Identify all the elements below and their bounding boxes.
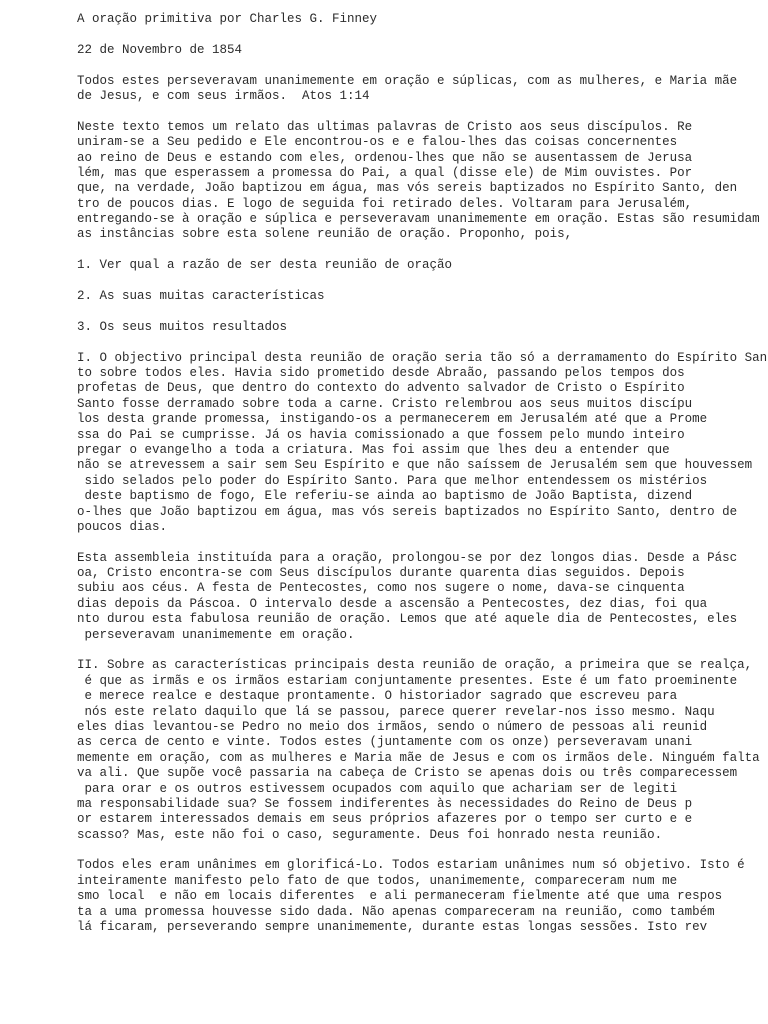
text-line: lém, mas que esperassem a promessa do Pai, a qual (disse ele) de Mim ouvistes. Por xyxy=(77,165,693,180)
paragraph xyxy=(77,351,768,536)
spacer xyxy=(77,643,768,658)
text-line: lá ficaram, perseverando sempre unanimemente, durante estas longas sessões. Isto rev xyxy=(77,920,708,935)
text-line: e merece realce e destaque prontamente. O historiador sagrado que escreveu para xyxy=(77,689,678,704)
spacer xyxy=(77,274,768,289)
spacer xyxy=(77,535,768,550)
text-line: 1. Ver qual a razão de ser desta reunião de oração xyxy=(77,258,453,273)
text-line: 2. As suas muitas características xyxy=(77,289,325,304)
text-line: smo local e não em locais diferentes e ali permaneceram fielmente até que uma respos xyxy=(77,889,723,904)
text-line: ta a uma promessa houvesse sido dada. Não apenas compareceram na reunião, como também xyxy=(77,904,715,919)
text-line: uniram-se a Seu pedido e Ele encontrou-os e e falou-lhes das coisas concernentes xyxy=(77,135,678,150)
text-line: dias depois da Páscoa. O intervalo desde a ascensão a Pentecostes, dez dias, foi qua xyxy=(77,596,708,611)
text-line: perseveravam unanimemente em oração. xyxy=(77,627,355,642)
text-line: deste baptismo de fogo, Ele referiu-se ainda ao baptismo de João Baptista, dizend xyxy=(77,489,693,504)
text-line: entregando-se à oração e súplica e perseveravam unanimemente em oração. Estas são resumidam xyxy=(77,212,760,227)
text-line: eles dias levantou-se Pedro no meio dos irmãos, sendo o número de pessoas ali reunid xyxy=(77,719,708,734)
document-page xyxy=(77,12,768,935)
text-line: Neste texto temos um relato das ultimas palavras de Cristo aos seus discípulos. Re xyxy=(77,119,693,134)
paragraph xyxy=(77,320,768,335)
text-line: tro de poucos dias. E logo de seguida foi retirado deles. Voltaram para Jerusalém, xyxy=(77,196,693,211)
text-line: ssa do Pai se cumprisse. Já os havia comissionado a que fossem pelo mundo inteiro xyxy=(77,427,685,442)
text-line: ma responsabilidade sua? Se fossem indiferentes às necessidades do Reino de Deus p xyxy=(77,796,693,811)
text-line: nto durou esta fabulosa reunião de oração. Lemos que até aquele dia de Pentecostes, eles xyxy=(77,612,738,627)
text-line: é que as irmãs e os irmãos estariam conjuntamente presentes. Este é um fato proeminente xyxy=(77,673,738,688)
text-line: va ali. Que supõe você passaria na cabeça de Cristo se apenas dois ou três comparecessem xyxy=(77,766,738,781)
text-line: II. Sobre as características principais desta reunião de oração, a primeira que se realça, xyxy=(77,658,753,673)
spacer xyxy=(77,335,768,350)
text-line: poucos dias. xyxy=(77,519,168,534)
text-line: que, na verdade, João baptizou em água, mas vós sereis baptizados no Espírito Santo, den xyxy=(77,181,738,196)
paragraph xyxy=(77,858,768,935)
spacer xyxy=(77,843,768,858)
text-line: para orar e os outros estivessem ocupados com aquilo que achariam ser de legiti xyxy=(77,781,678,796)
document-date: 22 de Novembro de 1854 xyxy=(77,42,243,57)
paragraph xyxy=(77,551,768,643)
text-line: não se atrevessem a sair sem Seu Espírito e que não saíssem de Jerusalém sem que houvessem xyxy=(77,458,753,473)
paragraph xyxy=(77,658,768,843)
text-line: profetas de Deus, que dentro do contexto do advento salvador de Cristo o Espírito xyxy=(77,381,685,396)
text-line: pregar o evangelho a toda a criatura. Mas foi assim que lhes deu a entender que xyxy=(77,442,670,457)
text-line: inteiramente manifesto pelo fato de que todos, unanimemente, compareceram num me xyxy=(77,873,678,888)
spacer xyxy=(77,58,768,73)
spacer xyxy=(77,104,768,119)
text-line: nós este relato daquilo que lá se passou, parece querer revelar-nos isso mesmo. Naqu xyxy=(77,704,715,719)
text-line: 3. Os seus muitos resultados xyxy=(77,319,288,334)
text-line: as cerca de cento e vinte. Todos estes (juntamente com os onze) perseveravam unani xyxy=(77,735,693,750)
document-title: A oração primitiva por Charles G. Finney xyxy=(77,12,378,26)
paragraph xyxy=(77,120,768,243)
spacer xyxy=(77,304,768,319)
text-line: subiu aos céus. A festa de Pentecostes, como nos sugere o nome, dava-se cinquenta xyxy=(77,581,685,596)
text-line: oa, Cristo encontra-se com Seus discípulos durante quarenta dias seguidos. Depois xyxy=(77,566,685,581)
text-line: Santo fosse derramado sobre toda a carne. Cristo relembrou aos seus muitos discípu xyxy=(77,396,693,411)
text-line: scasso? Mas, este não foi o caso, seguramente. Deus foi honrado nesta reunião. xyxy=(77,827,663,842)
text-line: sido selados pelo poder do Espírito Santo. Para que melhor entendessem os mistérios xyxy=(77,473,708,488)
paragraph xyxy=(77,74,768,105)
text-line: Todos estes perseveravam unanimemente em oração e súplicas, com as mulheres, e Maria mãe xyxy=(77,73,738,88)
spacer xyxy=(77,243,768,258)
text-line: Todos eles eram unânimes em glorificá-Lo. Todos estariam unânimes num só objetivo. Isto é xyxy=(77,858,745,873)
text-line: memente em oração, com as mulheres e Maria mãe de Jesus e com os irmãos dele. Ninguém falta xyxy=(77,750,760,765)
text-line: los desta grande promessa, instigando-os a permanecerem em Jerusalém até que a Prome xyxy=(77,412,708,427)
text-line: Esta assembleia instituída para a oração, prolongou-se por dez longos dias. Desde a Pásc xyxy=(77,550,738,565)
text-line: I. O objectivo principal desta reunião de oração seria tão só a derramamento do Espírito San xyxy=(77,350,768,365)
text-line: or estarem interessados demais em seus próprios afazeres por o tempo ser curto e e xyxy=(77,812,693,827)
paragraph xyxy=(77,258,768,273)
spacer xyxy=(77,27,768,42)
text-line: to sobre todos eles. Havia sido prometido desde Abraão, passando pelos tempos dos xyxy=(77,365,685,380)
text-line: de Jesus, e com seus irmãos. Atos 1:14 xyxy=(77,88,370,103)
document-body xyxy=(77,74,768,936)
text-line: as instâncias sobre esta solene reunião de oração. Proponho, pois, xyxy=(77,227,573,242)
paragraph xyxy=(77,289,768,304)
text-line: o-lhes que João baptizou em água, mas vós sereis baptizados no Espírito Santo, dentro de xyxy=(77,504,738,519)
text-line: ao reino de Deus e estando com eles, ordenou-lhes que não se ausentassem de Jerusa xyxy=(77,150,693,165)
